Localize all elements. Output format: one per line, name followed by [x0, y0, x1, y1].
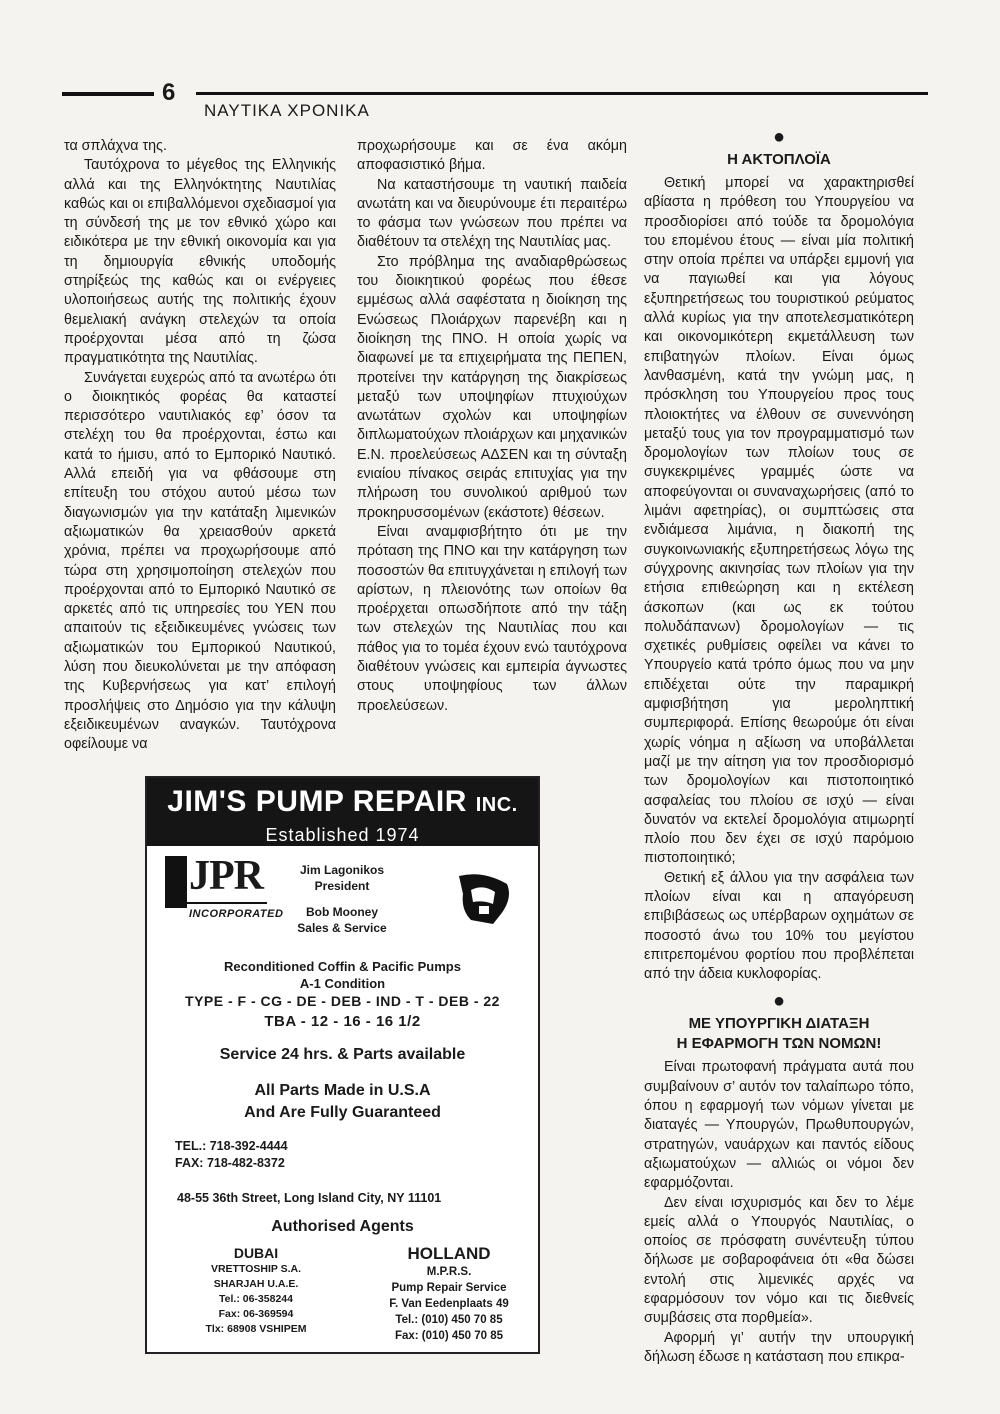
paragraph: Να καταστήσουμε τη ναυτική παιδεία ανωτάτη και να διευρύνουμε έτι περαιτέρω το φάσμα των γνώσεων που πρέπει να διαθέτουν τα στελέχη της Ναυτιλίας μας. — [357, 176, 627, 251]
header-rule-left — [62, 92, 154, 96]
logo-rule — [187, 902, 267, 904]
header-rule-right — [196, 92, 928, 95]
page-number: 6 — [162, 79, 176, 106]
agent-line: Fax: (010) 450 70 85 — [394, 1330, 504, 1342]
paragraph: Θετική εξ άλλου για την ασφάλεια των πλοίων είναι και η απαγόρευση επιβιβάσεως ως υπέρβαρων οχημάτων σε ποσοστό άνω του 10% του μεγίστου επιτρεπομένου φορτίου που προβλέπεται από την άδεια κυκλοφορίας. — [644, 869, 914, 983]
paragraph: Συνάγεται ευχερώς από τα ανωτέρω ότι ο διοικητικός φορέας θα καταστεί περισσότερο ναυτιλιακός εφ’ όσον τα στελέχη του θα προέρχονται, έστω και κατά το ήμισυ, από το Εμπορικό Ναυτικό. Αλλά επειδή για να φθάσουμε στη επίτευξη του στόχου αυτού μέσω των διαγωνισμών για την κατάταξη λιμενικών αξιωματικών θα χρειασθούν αρκετά χρόνια, πρέπει να προχωρήσουμε από τώρα στη χρησιμοποίηση στελεχών που προέρχονται από το Εμπορικό Ναυτικό σε αρκετές από τις υπηρεσίες του ΥΕΝ που απαιτούν τις εξειδικευμένες γνώσεις των αξιωματικών του Εμπορικού Ναυτικού, λύση που διευκολύνεται με την απόφαση της Κυβερνήσεως για κατ’ επιλογή προσλήψεις στο Δημόσιο για την κάλυψη εξειδικευμένων αναγκών. Ταυτόχρονα οφείλουμε να — [64, 369, 336, 753]
article-column-2 — [357, 137, 627, 716]
section-title: ΜΕ ΥΠΟΥΡΓΙΚΗ ΔΙΑΤΑΞΗ — [688, 1015, 870, 1033]
agent-line: Fax: 06-369594 — [218, 1308, 294, 1320]
ad-phone: TEL.: 718-392-4444 — [175, 1139, 288, 1153]
contact-name: Jim Lagonikos — [299, 863, 385, 877]
ad-company-name: JIM'S PUMP REPAIR — [167, 785, 467, 818]
article-column-1 — [64, 137, 336, 755]
ad-service: Service 24 hrs. & Parts available — [219, 1046, 466, 1063]
paragraph: τα σπλάχνα της. — [64, 138, 167, 154]
agent-line: Tlx: 68908 VSHIPEM — [205, 1323, 307, 1335]
logo-block-icon — [165, 856, 187, 908]
paragraph: Θετική μπορεί να χαρακτηρισθεί αβίαστα η πρόθεση του Υπουργείου να προσδιορίσει από τούδε τα δρομολόγια του επομένου έτους — είναι μία πολιτική στην οποία πρέπει να υπάρξει εμμονή για να παγιωθεί και για λόγους εξυπηρετήσεως του τουριστικού ρεύματος αλλά κυρίως για την αποτελεσματικότερη και οικονομικότερη εκμετάλλευση των επιβατηγών πλοίων. Είναι όμως λανθασμένη, κατά την γνώμη μας, η πρόσκληση του Υπουργείου προς τους πλοιοκτήτες να έλθουν σε συνεννόηση μεταξύ τους για τον προγραμματισμό των δρομολογίων των πλοίων τους σε συγκεκριμένες γραμμές ώστε να αποφεύγονται οι συναναχωρήσεις (από το λιμάνι αφετηρίας), οι συμπτώσεις στα ενδιάμεσα λιμάνια, η διακοπή της συγκοινωνιακής εξυπηρετήσεως λόγω της σύγχρονης ακινησίας των πλοίων για την ετήσια επιθεώρηση και η εκτέλεση άσκοπων (και ως εκ τούτου πολυδάπανων) δρομολογίων — τις σχετικές ρυθμίσεις οφείλει να κάνει το Υπουργείο κατά τρόπο όμως που να μην επιδέχεται ούτε την παραμικρή αμφισβήτηση για μεροληπτική συμπεριφορά. Επίσης θεωρούμε ότι είναι χωρίς νόημα η αξίωση να υποβάλλεται μαζί με την αίτηση για τον προσδιορισμό των δρομολογίων και πιστοποιητικό ασφαλείας του πλοίου σε ισχύ — είναι δυνατόν να εκτελεί δρομολόγια ατιμωρητί πλοίο που δεν έχει σε ισχύ παρόμοιο πιστοποιητικό; — [644, 175, 914, 867]
agent-line: Tel.: 06-358244 — [219, 1293, 293, 1305]
agent-line: F. Van Eedenplaats 49 — [389, 1298, 509, 1310]
paragraph: Στο πρόβλημα της αναδιαρθρώσεως του διοικητικού φορέως που έθεσε εμμέσως αλλά σαφέστατα η διοίκηση της Ενώσεως Πλοιάρχων παρενέβη και η διοίκηση της ΠΝΟ. Η οποία χωρίς να διαφωνεί με τα επιχειρήματα της ΠΕΠΕΝ, προτείνει την κατάργηση της διακρίσεως μεταξύ των υποψηφίων πτυχιούχων ανωτάτων σχολών και υποψηφίων διπλωματούχων πλοιάρχων και μηχανικών Ε.Ν. προελεύσεως ΑΔΣΕΝ και τη σύνταξη ενιαίου πίνακος σειράς επιτυχίας για την πλήρωση του συνολικού αριθμού των προκηρυσσομένων (εκάστοτε) θέσεων. — [357, 253, 627, 521]
section-title: Η ΕΦΑΡΜΟΓΗ ΤΩΝ ΝΟΜΩΝ! — [676, 1035, 882, 1053]
section-bullet-icon: ● — [772, 990, 786, 1013]
agent-dubai — [181, 1244, 331, 1337]
paragraph: Δεν είναι ισχυρισμός και δεν το λέμε εμείς αλλά ο Υπουργός Ναυτιλίας, ο οποίος σε πρόσφατη συνέντευξη τύπου δήλωσε με σοβαροφάνεια ότι «θα δώσει εντολή στις λιμενικές αρχές να εφαρμόσουν τον νόμο και τις διεθνείς συμβάσεις στα πορθμεία». — [644, 1194, 914, 1327]
agent-line: Pump Repair Service — [391, 1282, 507, 1294]
article-column-3 — [644, 126, 914, 1367]
ad-address: 48-55 36th Street, Long Island City, NY 11101 — [177, 1191, 442, 1205]
paragraph: προχωρήσουμε και σε ένα ακόμη αποφασιστικό βήμα. — [357, 138, 627, 174]
ad-established: Established 1974 — [265, 825, 420, 845]
agent-line: M.P.R.S. — [426, 1266, 472, 1278]
agent-region: HOLLAND — [407, 1244, 491, 1263]
ad-condition: A-1 Condition — [299, 976, 386, 991]
contact-name: Bob Mooney — [306, 905, 378, 919]
paragraph: Είναι πρωτοφανή πράγματα αυτά που συμβαίνουν σ’ αυτόν τον ταλαίπωρο τόπο, όπου η εφαρμογή των νόμων γίνεται με διαταγές — Υπουργών, Πρωθυπουργών, στρατηγών, ναυάρχων και παντός είδους αξιωματούχων — αλλιώς οι νόμοι δεν εφαρμόζονται. — [644, 1059, 914, 1192]
ad-types: TYPE - F - CG - DE - DEB - IND - T - DEB - 22 — [185, 993, 500, 1009]
ad-header — [147, 778, 538, 846]
ad-agents-heading: Authorised Agents — [271, 1218, 414, 1235]
logo-subtext: INCORPORATED — [189, 908, 284, 920]
ad-parts-line: All Parts Made in U.S.A — [254, 1082, 431, 1099]
ad-parts-line: And Are Fully Guaranteed — [244, 1104, 441, 1121]
ad-company-suffix: INC. — [475, 794, 518, 816]
contact-role: Sales & Service — [297, 921, 387, 935]
section-bullet-icon: ● — [772, 126, 786, 148]
ad-tba: TBA - 12 - 16 - 16 1/2 — [264, 1013, 421, 1030]
agent-holland — [369, 1244, 529, 1344]
section-title: Η ΑΚΤΟΠΛΟΪΑ — [727, 151, 831, 168]
ad-fax: FAX: 718-482-8372 — [175, 1156, 285, 1170]
jpr-logo — [159, 853, 284, 928]
contact-role: President — [314, 879, 370, 893]
agent-line: Tel.: (010) 450 70 85 — [395, 1314, 503, 1326]
ad-body — [147, 958, 538, 1124]
ad-title — [147, 778, 538, 825]
running-title: ΝΑΥΤΙΚΑ ΧΡΟΝΙΚΑ — [204, 101, 370, 120]
ad-products: Reconditioned Coffin & Pacific Pumps — [224, 959, 461, 974]
ship-icon — [453, 870, 515, 928]
agent-region: DUBAI — [233, 1245, 279, 1261]
advertisement — [145, 776, 540, 1354]
agent-line: SHARJAH U.A.E. — [213, 1278, 299, 1290]
logo-text: JPR — [189, 853, 263, 899]
paragraph: Είναι αναμφισβήτητο ότι με την πρόταση της ΠΝΟ και την κατάργηση των ποσοστών θα επιτυγχάνεται η επιλογή των αρίστων, η πλειονότης των οποίων θα προέρχεται οπωσδήποτε από την τάξη των στελεχών της Ναυτιλίας που και πάθος για το τομέα έχουν ενώ ταυτόχρονα διαθέτουν γνώσεις και εμπειρία άγνωστες στους υποψηφίους των άλλων προελεύσεων. — [357, 523, 627, 714]
paragraph: Αφορμή γι’ αυτήν την υπουργική δήλωση έδωσε η κατάσταση που επικρα- — [644, 1329, 914, 1365]
ad-contacts — [297, 862, 387, 936]
paragraph: Ταυτόχρονα το μέγεθος της Ελληνικής αλλά και της Ελληνόκτητης Ναυτιλίας καθώς και οι επιβαλλόμενοι σχεδιασμοί για τη σύνδεσή της με τον εθνικό χώρο και ειδικότερα με την εθνική οικονομία και για τη δημιουργία εθνικής υποδομής στηρίξεώς της καθώς και οι ενέργειες υλοποιήσεως αυτής της πολιτικής έχουν θεμελιακή ανάγκη στελεχών τα οποία προέρχονται μέσα από τη ζώσα πραγματικότητα της Ναυτιλίας. — [64, 157, 336, 367]
agent-line: VRETTOSHIP S.A. — [210, 1263, 302, 1275]
